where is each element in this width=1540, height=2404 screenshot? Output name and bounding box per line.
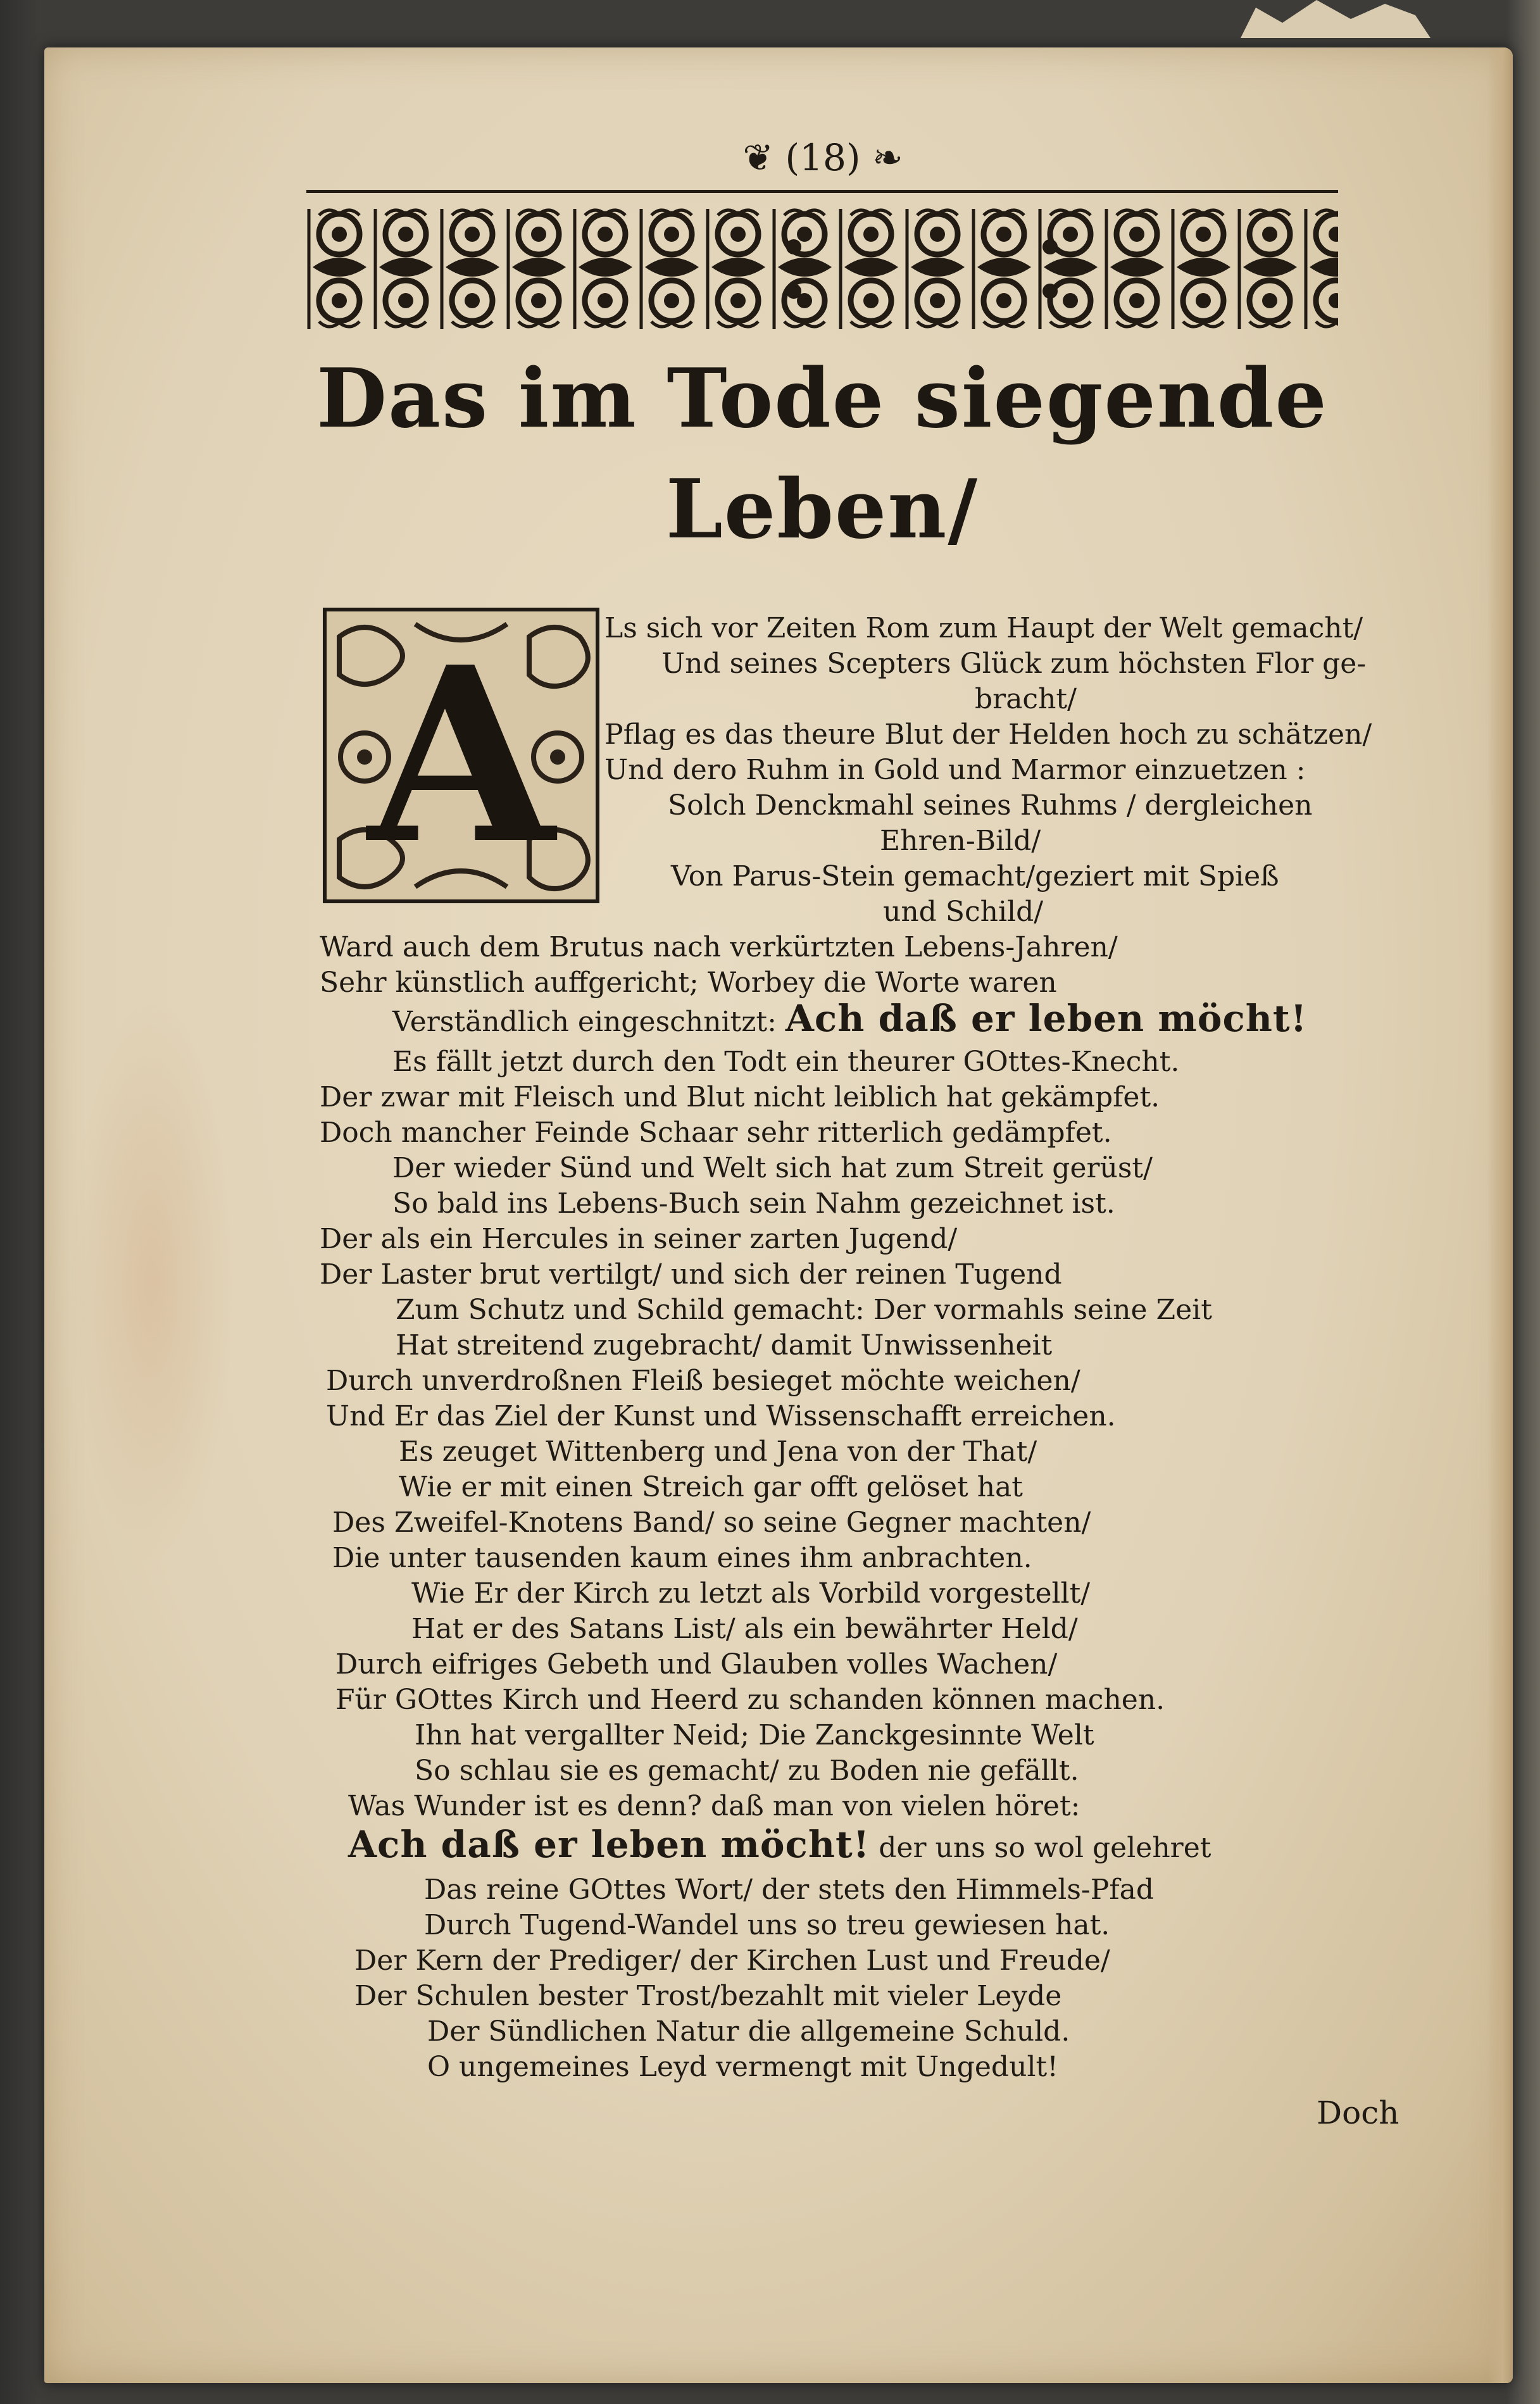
emphasized-text: Ach daß er leben möcht! [785,997,1308,1040]
poem-line-continuation: der uns so wol gelehret [870,1832,1211,1864]
poem-line-text: Der Schulen bester Trost/bezahlt mit vieler Leyde [354,1980,1062,2012]
poem-line-text: Ehren-Bild/ [880,825,1041,857]
poem-line-text: Ward auch dem Brutus nach verkürtzten Lebens-Jahren/ [320,931,1118,963]
poem-line-text: O ungemeines Leyd vermengt mit Ungedult! [427,2051,1058,2083]
poem-line [661,646,1366,682]
poem-line-text: Wie er mit einen Streich gar offt gelöset hat [399,1471,1023,1503]
title-line-2: Leben/ [665,462,979,557]
title-line-1: Das im Tode siegende [316,351,1328,446]
emphasized-text: Ach daß er leben möcht! [348,1823,870,1866]
page-number-text: (18) [785,136,861,179]
poem-line [320,1080,1160,1115]
poem-line [668,788,1312,823]
poem-line [671,859,1279,894]
poem-line [354,1979,1061,2014]
poem-line [604,611,1363,646]
poem-line [320,930,1118,965]
poem-line-text: Ihn hat vergallter Neid; Die Zanckgesinnte Welt [415,1719,1094,1751]
poem-line-text: Ls sich vor Zeiten Rom zum Haupt der Welt gemacht/ [604,612,1363,644]
poem-line-text: Es zeuget Wittenberg und Jena von der That/ [399,1436,1037,1468]
ornamental-header-band [306,203,1338,335]
poem-line-text: Für GOttes Kirch und Heerd zu schanden können machen. [335,1684,1165,1716]
poem-line-text: Zum Schutz und Schild gemacht: Der vormahls seine Zeit [396,1294,1212,1326]
poem-line-text: Wie Er der Kirch zu letzt als Vorbild vorgestellt/ [411,1577,1091,1610]
poem-line-text: Der Laster brut vertilgt/ und sich der reinen Tugend [320,1258,1062,1291]
poem-line [320,1257,1062,1293]
poem-line-text: Und seines Scepters Glück zum höchsten Flor ge- [661,648,1367,680]
poem-line [348,1789,1080,1824]
poem-line [415,1753,1079,1789]
poem-line-text: bracht/ [975,683,1077,715]
torn-corner [1241,0,1430,38]
poem-line-text: Durch eifriges Gebeth und Glauben volles Wachen/ [335,1648,1058,1681]
poem-line-text: Das reine GOttes Wort/ der stets den Himmels-Pfad [424,1874,1155,1906]
poem-line [399,1434,1037,1470]
poem-line [392,1151,1153,1186]
poem-line [424,1908,1110,1943]
poem-line-text: Hat er des Satans List/ als ein bewährter Held/ [411,1613,1078,1645]
poem-line [399,1470,1023,1505]
poem-line-text: Die unter tausenden kaum eines ihm anbrachten. [332,1542,1032,1574]
poem-line-text: Es fällt jetzt durch den Todt ein theurer GOttes-Knecht. [392,1046,1180,1078]
poem-line [320,1222,957,1257]
poem-line-text: So schlau sie es gemacht/ zu Boden nie gefällt. [415,1755,1079,1787]
poem-line-text: Der wieder Sünd und Welt sich hat zum Streit gerüst/ [392,1152,1153,1184]
poem-line-text: Und Er das Ziel der Kunst und Wissenschafft erreichen. [326,1400,1116,1432]
poem-line-text: Von Parus-Stein gemacht/geziert mit Spieß [671,860,1279,892]
poem-line [975,682,1077,717]
poem-line [332,1541,1032,1576]
page-number-ornament-right: ❧ [860,136,903,179]
poem-line [880,823,1041,859]
poem-line-text: Durch Tugend-Wandel uns so treu gewiesen hat. [424,1909,1110,1941]
poem-line [883,894,1043,930]
poem-line-text: Der Sündlichen Natur die allgemeine Schuld. [427,2015,1070,2048]
poem-line [320,1115,1112,1151]
poem-line [326,1363,1080,1399]
poem-line [335,1682,1165,1718]
poem-line [604,753,1306,788]
poem-line [604,717,1372,753]
poem-line [415,1718,1094,1753]
poem-line-text: Der Kern der Prediger/ der Kirchen Lust und Freude/ [354,1944,1110,1977]
poem-line [354,1943,1110,1979]
page-edge-shadow [1487,47,1513,2383]
poem-line [332,1505,1091,1541]
poem-line-text: So bald ins Lebens-Buch sein Nahm gezeichnet ist. [392,1187,1115,1220]
poem-line [424,1872,1154,1908]
poem-line-text: und Schild/ [883,896,1044,928]
poem-line [396,1328,1052,1363]
poem-line [320,965,1057,1001]
poem-line-text: Und dero Ruhm in Gold und Marmor einzuetzen : [604,754,1306,786]
poem-line [427,2050,1058,2085]
poem-line-text: Durch unverdroßnen Fleiß besieget möchte weichen/ [326,1365,1080,1397]
page-number [696,136,949,179]
poem-line-text: Solch Denckmahl seines Ruhms / dergleichen [668,789,1313,822]
poem-line [326,1399,1116,1434]
poem-line [392,997,1308,1040]
poem-line [392,1044,1179,1080]
initial-letter: A [368,614,554,897]
decorated-initial [323,608,599,903]
header-rule [306,190,1338,193]
poem-line-text: Doch mancher Feinde Schaar sehr ritterlich gedämpfet. [320,1117,1112,1149]
poem-line-text: Hat streitend zugebracht/ damit Unwissenheit [396,1329,1053,1362]
poem-line [427,2014,1070,2050]
poem-line-text: Sehr künstlich auffgericht; Worbey die Worte waren [320,967,1057,999]
poem-line [411,1612,1078,1647]
poem-line [411,1576,1090,1612]
poem-line-text: Des Zweifel-Knotens Band/ so seine Gegner machten/ [332,1506,1091,1539]
poem-line-text: Pflag es das theure Blut der Helden hoch zu schätzen/ [604,718,1372,751]
poem-line [348,1823,1211,1866]
catchword: Doch [1317,2094,1399,2131]
page-number-ornament-left: ❦ [742,136,786,179]
poem-line-text: Der als ein Hercules in seiner zarten Jugend/ [320,1223,958,1255]
paper-stain [70,997,234,1567]
poem-line-text: Was Wunder ist es denn? daß man von vielen höret: [348,1790,1080,1822]
poem-line [335,1647,1057,1682]
poem-line [392,1186,1115,1222]
poem-line-text: Verständlich eingeschnitzt: [392,1006,786,1038]
poem-line [396,1293,1212,1328]
poem-line-text: Der zwar mit Fleisch und Blut nicht leiblich hat gekämpfet. [320,1081,1160,1113]
